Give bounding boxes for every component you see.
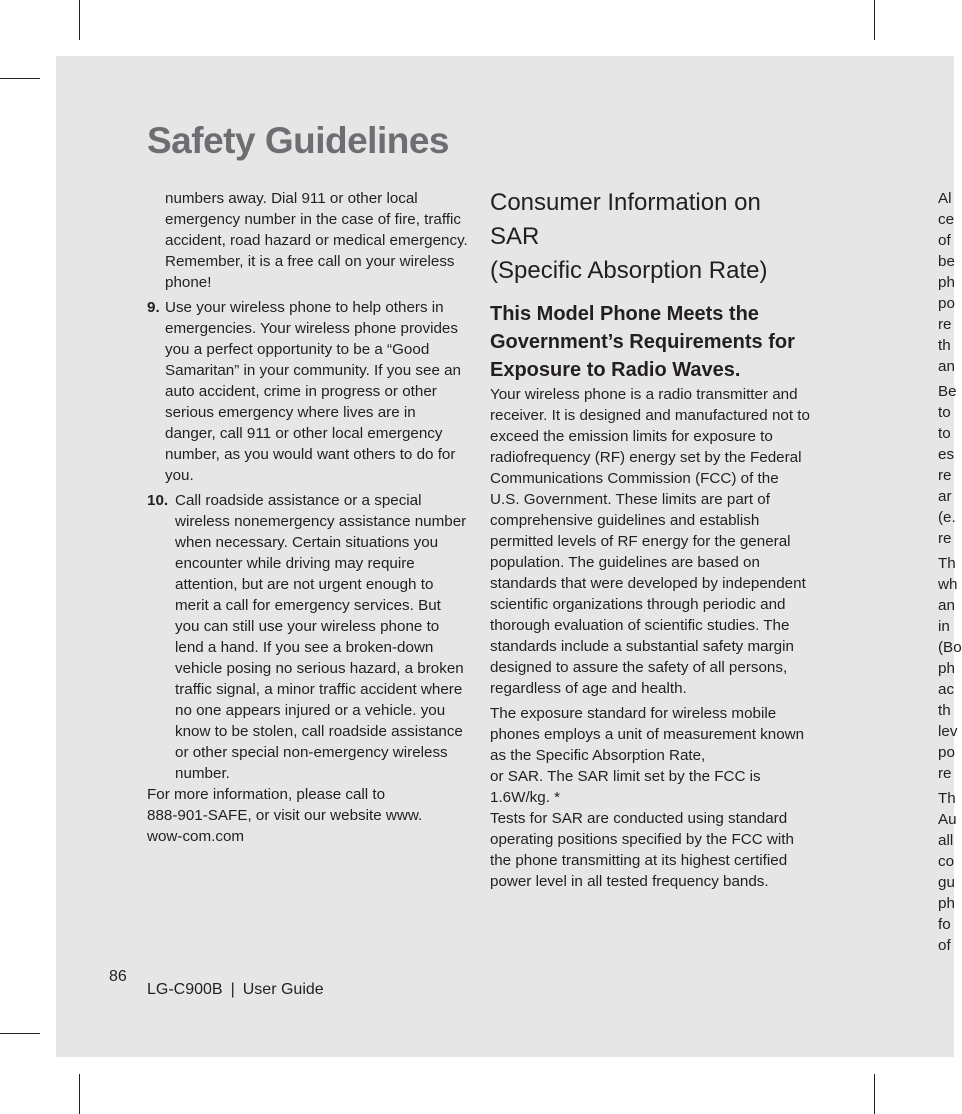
clipped-text-fragment: ar (938, 488, 952, 505)
list-text: Call roadside assistance or a special wireless nonemergency assistance number when necessary. Certain situations you encounter while driving may require attention, but are not urgent enough to merit a call for emergency services. But you can still use your wireless phone to lend a hand. If you see a broken-down vehicle posing no serious hazard, a broken traffic signal, a minor traffic accident where no one appears injured or a vehicle. you know to be stolen, call roadside assistance or other special non-emergency wireless number. (175, 492, 467, 782)
clipped-text-fragment: Th (938, 555, 956, 572)
clipped-text-fragment: ac (938, 681, 955, 698)
clipped-text-fragment: Al (938, 190, 952, 207)
clipped-text-fragment: an (938, 358, 955, 375)
crop-mark (79, 0, 80, 40)
subheading: This Model Phone Meets the Government’s Requirements for Exposure to Radio Waves. (490, 303, 795, 381)
right-column-clipped (938, 188, 962, 956)
crop-mark (0, 78, 40, 79)
clipped-text-fragment: ce (938, 211, 955, 228)
clipped-text-fragment: ph (938, 274, 955, 291)
middle-column (490, 186, 812, 892)
crop-mark (79, 1074, 80, 1114)
clipped-text-fragment: po (938, 295, 955, 312)
crop-mark (874, 0, 875, 40)
clipped-text-fragment: th (938, 337, 951, 354)
clipped-text-fragment: Be (938, 383, 957, 400)
clipped-text-fragment: lev (938, 723, 958, 740)
list-text: Use your wireless phone to help others in emergencies. Your wireless phone provides you a perfect opportunity to be a “Good Samaritan” in your community. If you see an auto accident, crime in progress or other serious emergency where lives are in danger, call 911 or other local emergency number, as you would want others to do for you. (165, 299, 461, 484)
clipped-text-fragment: to (938, 425, 951, 442)
clipped-text-fragment: an (938, 597, 955, 614)
list-number: 10. (147, 492, 169, 509)
body-paragraph: Your wireless phone is a radio transmitter and receiver. It is designed and manufactured not to exceed the emission limits for exposure to radiofrequency (RF) energy set by the Federal Communications Commission (FCC) of the U.S. Government. These limits are part of comprehensive guidelines and establish permitted levels of RF energy for the general population. The guidelines are based on standards that were developed by independent scientific organizations through periodic and thorough evaluation of scientific studies. The standards include a substantial safety margin designed to assure the safety of all persons, regardless of age and health. (490, 386, 810, 697)
clipped-text-fragment: Au (938, 811, 957, 828)
body-paragraph: Tests for SAR are conducted using standard operating positions specified by the FCC with the phone transmitting at its highest certified power level in all tested frequency bands. (490, 810, 794, 890)
clipped-text-fragment: (e. (938, 509, 956, 526)
footer-guide: User Guide (242, 981, 324, 998)
clipped-text-fragment: (Bo (938, 639, 962, 656)
clipped-text-fragment: th (938, 702, 951, 719)
clipped-text-fragment: re (938, 316, 952, 333)
clipped-text-fragment: co (938, 853, 955, 870)
clipped-text-fragment: wh (938, 576, 958, 593)
clipped-text-fragment: re (938, 530, 952, 547)
body-line: or SAR. The SAR limit set by the FCC is (490, 768, 761, 785)
more-info-line: 888-901-SAFE, or visit our website www. (147, 807, 423, 824)
more-info-line: For more information, please call to (147, 786, 386, 803)
clipped-text-fragment: po (938, 744, 955, 761)
clipped-text-fragment: all (938, 832, 954, 849)
body-line: The exposure standard for wireless mobile phones employs a unit of measurement known as the Specific Absorption Rate, (490, 705, 805, 764)
clipped-text-fragment: of (938, 232, 951, 249)
clipped-text-fragment: in (938, 618, 950, 635)
page-number: 86 (109, 968, 127, 985)
list-item-9 (147, 297, 469, 486)
clipped-text-fragment: of (938, 937, 951, 954)
left-column (147, 188, 469, 847)
clipped-text-fragment: es (938, 446, 955, 463)
body-paragraph (490, 703, 812, 808)
website-link-text: wow-com.com (147, 828, 245, 845)
clipped-text-fragment: ph (938, 895, 955, 912)
clipped-text-fragment: fo (938, 916, 951, 933)
section-title-line: Consumer Information on (490, 189, 761, 216)
clipped-text-fragment: re (938, 467, 952, 484)
clipped-text-fragment: re (938, 765, 952, 782)
clipped-text-fragment: to (938, 404, 951, 421)
lead-paragraph: numbers away. Dial 911 or other local emergency number in the case of fire, traffic accident, road hazard or medical emergency. Remember, it is a free call on your wireless phone! (165, 190, 468, 291)
page-title: Safety Guidelines (147, 120, 449, 161)
list-number: 9. (147, 299, 160, 316)
crop-mark (874, 1074, 875, 1114)
crop-mark (0, 1033, 40, 1034)
clipped-text-fragment: ph (938, 660, 955, 677)
clipped-text-fragment: Th (938, 790, 956, 807)
clipped-text-fragment: be (938, 253, 955, 270)
section-title-line: (Specific Absorption Rate) (490, 257, 768, 284)
clipped-text-fragment: gu (938, 874, 955, 891)
footer (147, 981, 324, 999)
more-info-paragraph (147, 784, 469, 847)
footer-separator: | (230, 981, 235, 998)
section-title-line: SAR (490, 223, 540, 250)
footer-model: LG-C900B (147, 981, 223, 998)
list-item-10 (147, 490, 469, 784)
body-line: 1.6W/kg. * (490, 789, 561, 806)
section-title (490, 186, 812, 288)
